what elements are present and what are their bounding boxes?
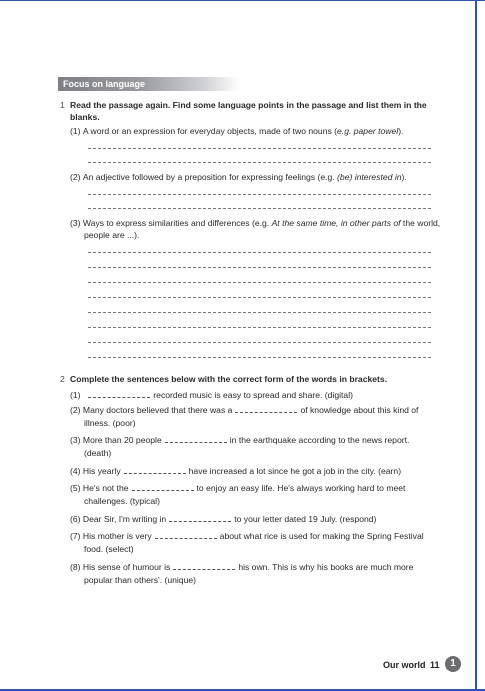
fill-blank[interactable] [169, 513, 231, 522]
fill-blank[interactable] [173, 561, 235, 570]
answer-line[interactable] [88, 267, 431, 268]
fill-blank[interactable] [132, 482, 194, 491]
q2-item-8-cont: popular than others'. (unique) [84, 575, 196, 585]
fill-blank[interactable] [124, 465, 186, 474]
fill-blank[interactable] [88, 389, 150, 398]
answer-line[interactable] [88, 327, 431, 328]
q2-item-4: (4) His yearly have increased a lot since he got a job in the city. (earn) [70, 466, 402, 476]
answer-line[interactable] [88, 252, 431, 253]
q2-item-8: (8) His sense of humour is his own. This is why his books are much more [70, 562, 414, 572]
q2-item-5: (5) He's not the to enjoy an easy life. He's always working hard to meet [70, 483, 406, 493]
q1-item-3: (3) Ways to express similarities and differences (e.g. At the same time, in other parts of the world, [70, 218, 441, 228]
q2-number: 2 [60, 374, 65, 384]
fill-blank[interactable] [165, 434, 227, 443]
q2-item-3: (3) More than 20 people in the earthquake according to the news report. [70, 435, 410, 445]
fill-blank[interactable] [155, 530, 217, 539]
answer-line[interactable] [88, 312, 431, 313]
q2-item-6: (6) Dear Sir, I'm writing in to your letter dated 19 July. (respond) [70, 514, 377, 524]
q1-item-2: (2) An adjective followed by a preposition for expressing feelings (e.g. (be) interested in). [70, 172, 407, 182]
footer-page-number: 11 [430, 660, 440, 670]
q1-item-1: (1) A word or an expression for everyday objects, made of two nouns (e.g. paper towel). [70, 126, 404, 136]
q1-instruction: Read the passage again. Find some language points in the passage and list them in the [70, 100, 427, 110]
q2-item-3-cont: (death) [84, 448, 112, 458]
q1-number: 1 [60, 100, 65, 110]
q2-item-7-cont: food. (select) [84, 544, 134, 554]
answer-line[interactable] [88, 162, 431, 163]
q2-item-1: (1) recorded music is easy to spread and share. (digital) [70, 390, 353, 400]
q1-instruction-cont: blanks. [70, 112, 100, 122]
fill-blank[interactable] [235, 404, 297, 413]
answer-line[interactable] [88, 148, 431, 149]
answer-line[interactable] [88, 297, 431, 298]
answer-line[interactable] [88, 357, 431, 358]
unit-badge: 1 [445, 656, 461, 672]
footer-unit-title: Our world [383, 660, 426, 670]
q2-item-7: (7) His mother is very about what rice is used for making the Spring Festival [70, 531, 424, 541]
q2-instruction: Complete the sentences below with the correct form of the words in brackets. [70, 374, 388, 384]
q2-item-5-cont: challenges. (typical) [84, 496, 160, 506]
q1-item-3-cont: people are ...). [84, 230, 140, 240]
answer-line[interactable] [88, 282, 431, 283]
section-banner: Focus on language [58, 77, 240, 91]
q2-item-2-cont: illness. (poor) [84, 418, 136, 428]
q2-item-2: (2) Many doctors believed that there was a of knowledge about this kind of [70, 405, 419, 415]
answer-line[interactable] [88, 342, 431, 343]
answer-line[interactable] [88, 194, 431, 195]
answer-line[interactable] [88, 208, 431, 209]
